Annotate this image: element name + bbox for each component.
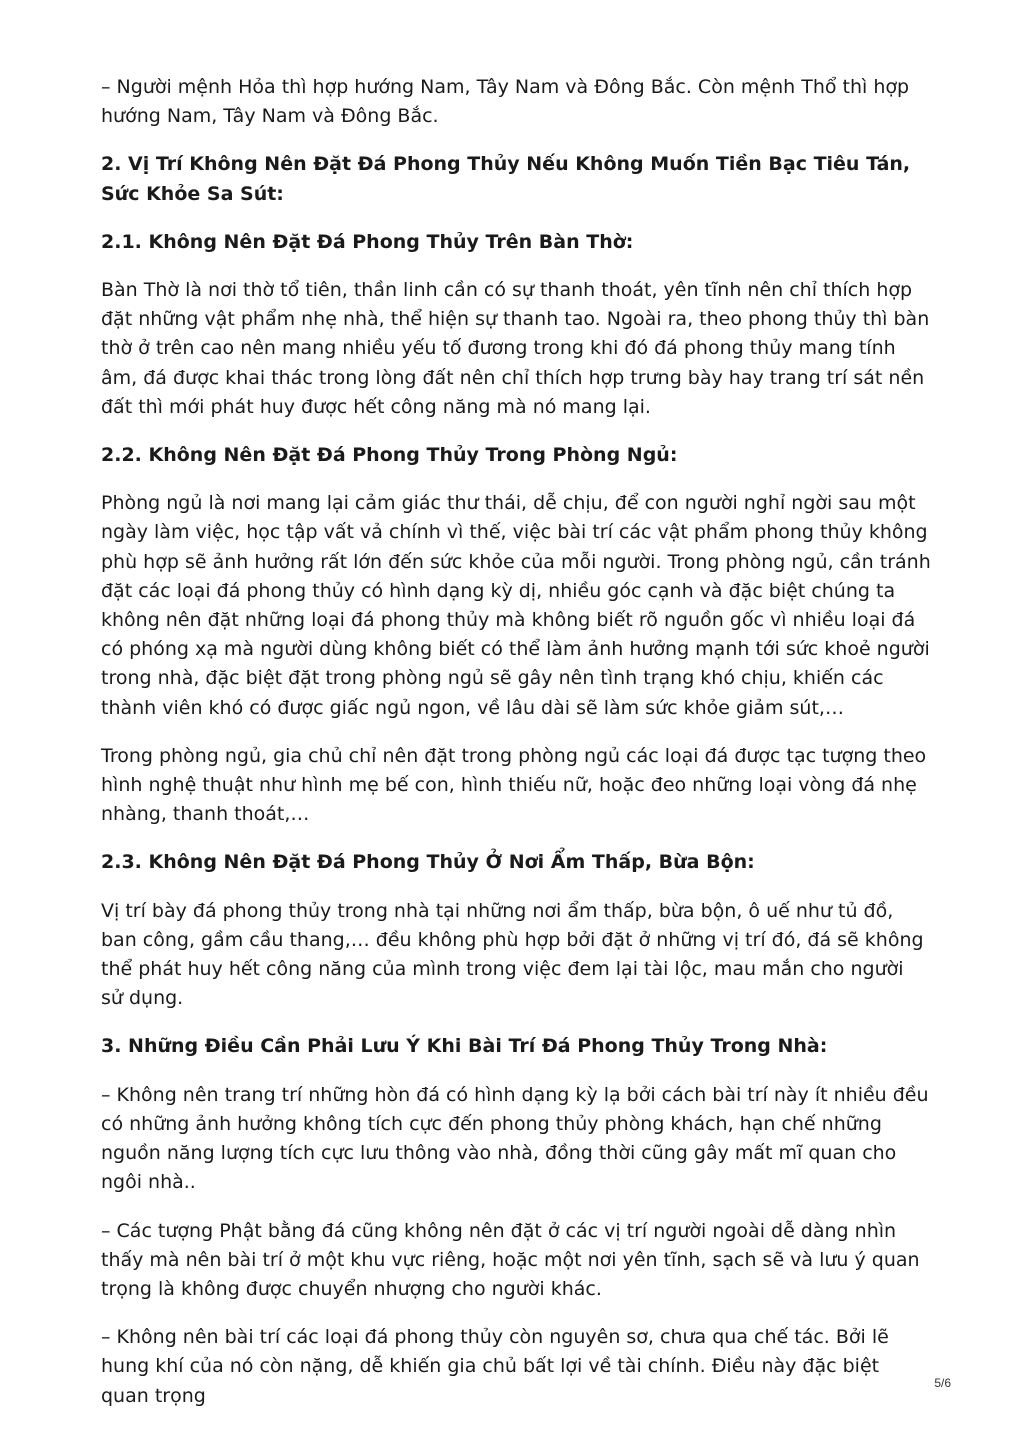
- heading-section-2-2: 2.2. Không Nên Đặt Đá Phong Thủy Trong Phòng Ngủ:: [101, 444, 678, 467]
- paragraph-phong-ngu: Phòng ngủ là nơi mang lại cảm giác thư thái, dễ chịu, để con người nghỉ ngời sau một ngày làm việc, học tập vất vả chính vì thế, việc bài trí các vật phẩm phong thủy không phù hợp sẽ ảnh hưởng rất lớn đến sức khỏe của mỗi người. Trong phòng ngủ, cần tránh đặt các loại đá phong thủy có hình dạng kỳ dị, nhiều góc cạnh và đặc biệt chúng ta không nên đặt những loại đá phong thủy mà không biết rõ nguồn gốc vì nhiều loại đá có phóng xạ mà người dùng không biết có thể làm ảnh hưởng mạnh tới sức khoẻ người trong nhà, đặc biệt đặt trong phòng ngủ sẽ gây nên tình trạng khó chịu, khiến các thành viên khó có được giấc ngủ ngon, về lâu dài sẽ làm sức khỏe giảm sút,…: [101, 492, 931, 719]
- paragraph-ban-tho: Bàn Thờ là nơi thờ tổ tiên, thần linh cần có sự thanh thoát, yên tĩnh nên chỉ thích hợp đặt những vật phẩm nhẹ nhà, thể hiện sự thanh tao. Ngoài ra, theo phong thủy thì bàn thờ ở trên cao nên mang nhiều yếu tố đương trong khi đó đá phong thủy mang tính âm, đá được khai thác trong lòng đất nên chỉ thích hợp trưng bày hay trang trí sát nền đất thì mới phát huy được hết công năng mà nó mang lại.: [101, 279, 930, 418]
- heading-section-2-3: 2.3. Không Nên Đặt Đá Phong Thủy Ở Nơi Ẩm Thấp, Bừa Bộn:: [101, 851, 755, 874]
- paragraph-noi-am-thap: Vị trí bày đá phong thủy trong nhà tại những nơi ẩm thấp, bừa bộn, ô uế như tủ đồ, ban công, gầm cầu thang,… đều không phù hợp bởi đặt ở những vị trí đó, đá sẽ không thể phát huy hết công năng của mình trong việc đem lại tài lộc, mau mắn cho người sử dụng.: [101, 899, 924, 1010]
- heading-section-2: 2. Vị Trí Không Nên Đặt Đá Phong Thủy Nếu Không Muốn Tiền Bạc Tiêu Tán, Sức Khỏe Sa Sút:: [101, 153, 911, 205]
- paragraph-menh-hoa-tho: – Người mệnh Hỏa thì hợp hướng Nam, Tây Nam và Đông Bắc. Còn mệnh Thổ thì hợp hướng Nam, Tây Nam và Đông Bắc.: [101, 76, 910, 128]
- paragraph-da-nguyen-so: – Không nên bài trí các loại đá phong thủy còn nguyên sơ, chưa qua chế tác. Bởi lẽ hung khí của nó còn nặng, dễ khiến gia chủ bất lợi về tài chính. Điều này đặc biệt quan trọng: [101, 1326, 889, 1407]
- paragraph-hinh-dang-ky-la: – Không nên trang trí những hòn đá có hình dạng kỳ lạ bởi cách bài trí này ít nhiều đều có những ảnh hưởng không tích cực đến phong thủy phòng khách, hạn chế những nguồn năng lượng tích cực lưu thông vào nhà, đồng thời cũng gây mất mĩ quan cho ngôi nhà..: [101, 1083, 929, 1194]
- document-page: [101, 73, 931, 1430]
- page-number: 5/6: [934, 1376, 951, 1390]
- paragraph-phong-ngu-goi-y: Trong phòng ngủ, gia chủ chỉ nên đặt trong phòng ngủ các loại đá được tạc tượng theo hình nghệ thuật như hình mẹ bế con, hình thiếu nữ, hoặc đeo những loại vòng đá nhẹ nhàng, thanh thoát,…: [101, 744, 927, 826]
- paragraph-tuong-phat: – Các tượng Phật bằng đá cũng không nên đặt ở các vị trí người ngoài dễ dàng nhìn thấy mà nên bài trí ở một khu vực riêng, hoặc một nơi yên tĩnh, sạch sẽ và lưu ý quan trọng là không được chuyển nhượng cho người khác.: [101, 1219, 920, 1300]
- heading-section-2-1: 2.1. Không Nên Đặt Đá Phong Thủy Trên Bàn Thờ:: [101, 230, 634, 253]
- heading-section-3: 3. Những Điều Cần Phải Lưu Ý Khi Bài Trí Đá Phong Thủy Trong Nhà:: [101, 1035, 828, 1058]
